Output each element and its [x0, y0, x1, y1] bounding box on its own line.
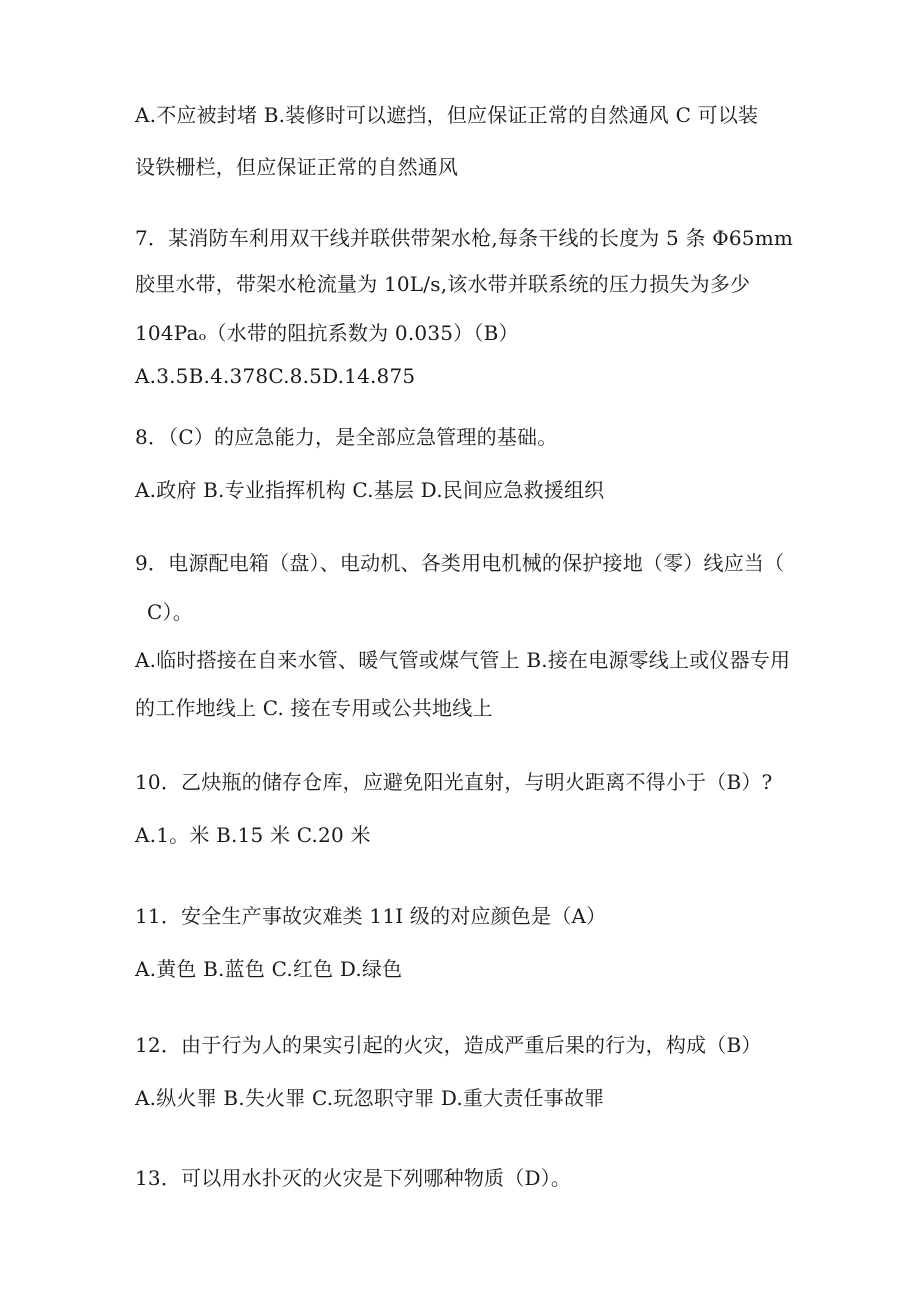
q12-question: 12．由于行为人的果实引起的火灾，造成严重后果的行为，构成（B） [135, 1033, 762, 1057]
q8-question: 8．（C）的应急能力，是全部应急管理的基础。 [135, 425, 558, 449]
q7-question-line-1: 7．某消防车利用双干线并联供带架水枪,每条干线的长度为 5 条 Φ65mm [135, 226, 794, 250]
q12-options: A.纵火罪 B.失火罪 C.玩忽职守罪 D.重大责任事故罪 [135, 1086, 605, 1110]
q11-question: 11．安全生产事故灾难类 11I 级的对应颜色是（A） [135, 904, 607, 928]
q8-options: A.政府 B.专业指挥机构 C.基层 D.民间应急救援组织 [135, 478, 605, 502]
q6-options-line-1: A.不应被封堵 B.装修时可以遮挡，但应保证正常的自然通风 C 可以装 [135, 103, 759, 127]
q7-question-line-3: 104Paₒ（水带的阻抗系数为 0.035）（B） [135, 321, 519, 345]
q10-options: A.1。米 B.15 米 C.20 米 [135, 823, 371, 847]
q7-question-line-2: 胶里水带，带架水枪流量为 10L∕s,该水带并联系统的压力损失为多少 [135, 272, 751, 296]
q9-question-line-2: C）。 [147, 600, 193, 624]
q10-question: 10．乙炔瓶的储存仓库，应避免阳光直射，与明火距离不得小于（B）? [135, 770, 773, 794]
q6-options-line-2: 设铁栅栏，但应保证正常的自然通风 [135, 155, 459, 179]
q11-options: A.黄色 B.蓝色 C.红色 D.绿色 [135, 957, 403, 981]
q9-options-line-2: 的工作地线上 C. 接在专用或公共地线上 [135, 696, 493, 720]
q7-options: A.3.5B.4.378C.8.5D.14.875 [135, 364, 416, 388]
q9-options-line-1: A.临时搭接在自来水管、暖气管或煤气管上 B.接在电源零线上或仪器专用 [135, 648, 791, 672]
q9-question-line-1: 9．电源配电箱（盘）、电动机、各类用电机械的保护接地（零）线应当（ [135, 551, 785, 575]
q13-question: 13．可以用水扑灭的火灾是下列哪种物质（D）。 [135, 1166, 572, 1190]
